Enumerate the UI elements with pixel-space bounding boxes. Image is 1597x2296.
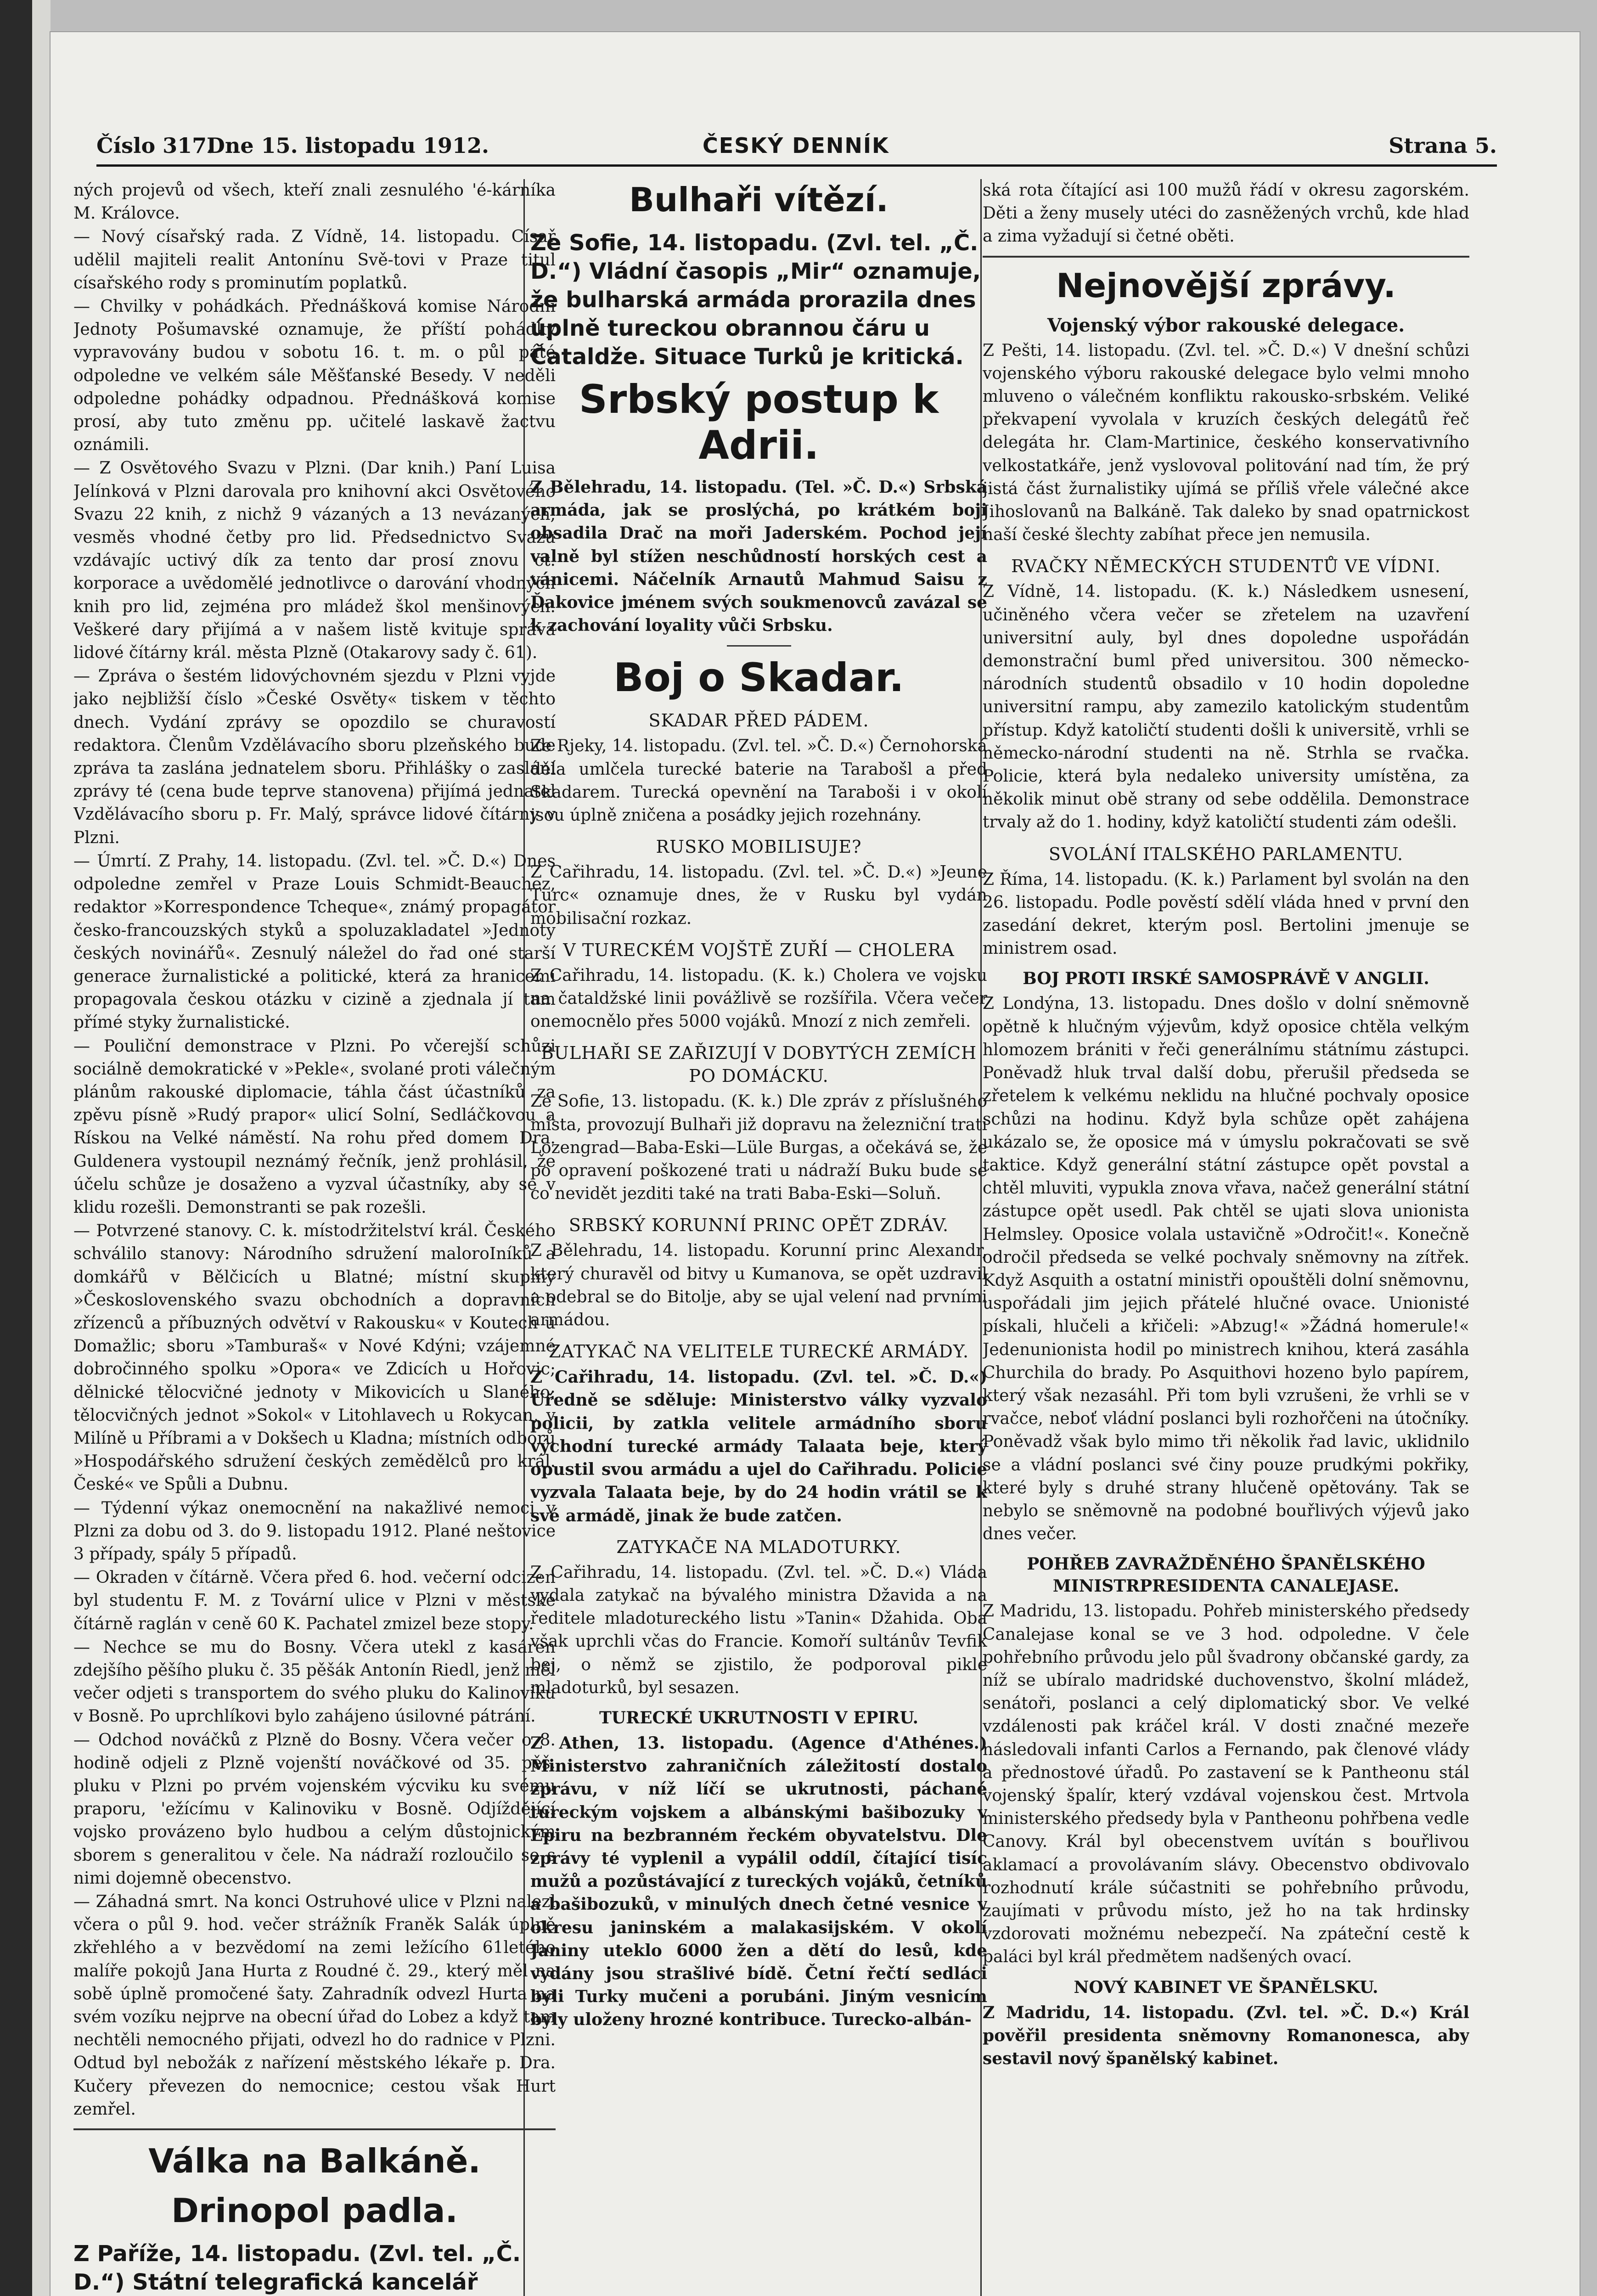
section-heading: Nejnovější zprávy. — [1056, 266, 1396, 305]
page-number: Strana 5. — [1389, 133, 1497, 158]
headline: Srbský postup k Adrii. — [579, 377, 939, 468]
subheading: TURECKÉ UKRUTNOSTI V EPIRU. — [599, 1708, 919, 1728]
column-local-news — [73, 179, 556, 2296]
divider — [727, 645, 791, 647]
section-heading: Válka na Balkáně. — [148, 2142, 481, 2181]
newspaper-title: ČESKÝ DENNÍK — [703, 133, 889, 158]
subheading: RUSKO MOBILISUJE? — [656, 837, 862, 857]
scan-edge-dark — [0, 0, 32, 2296]
subheading: SVOLÁNÍ ITALSKÉHO PARLAMENTU. — [1048, 844, 1404, 864]
article-text: — Úmrtí. Z Prahy, 14. listopadu. (Zvl. tel. »Č. D.«) Dnes odpoledne zemřel v Praze Louis Schmidt-Beauchez, redaktor »Korrespondence Tcheque«, známý propagátor česko-francouzských styků a spoluzakladatel »Jednoty českých novinářů«. Zesnulý náležel do řad oné starší generace žurnalistické a politické, která za hranicemi propagovala českou otázku v cizině a zjednala jí tam přímé styky žurnalistické. — [73, 851, 556, 1032]
article-text: ných projevů od všech, kteří znali zesnulého 'é-kárníka M. Královce. — [73, 181, 556, 223]
article-text: — Nový císařský rada. Z Vídně, 14. listopadu. Císař udělil majiteli realit Antonínu Svě-tovi v Praze titul císařského rody s prominutím poplatků. — [73, 227, 556, 293]
article-text: Ze Rjeky, 14. listopadu. (Zvl. tel. »Č. D.«) Černohorská děla umlčela turecké baterie na Tarabošl a před Skadarem. Turecká opevnění na Taraboši i v okolí jsou úplně zničena a posádky jejich rozehnány. — [530, 737, 987, 825]
adjacent-page-strip — [32, 0, 51, 2296]
article-text: Z Bělehradu, 14. listopadu. (Tel. »Č. D.«) Srbská armáda, jak se proslýchá, po krátkém boji obsadila Drač na moři Jaderském. Pochod její valně byl stížen neschůdností horských cest a vánicemi. Náčelník Arnautů Mahmud Saisu z Ďakovice jménem svých soukmenovců zavázal se k zachování loyality vůči Srbsku. — [530, 478, 987, 636]
column-war-news — [530, 179, 987, 2296]
column-latest-news — [983, 179, 1469, 2291]
article-text: Z Bělehradu, 14. listopadu. Korunní princ Alexandr, který churavěl od bitvy u Kumanova, se opět uzdravil a odebral se do Bitolje, aby se ujal velení nad prvními armádou. — [530, 1241, 987, 1330]
article-text: — Okraden v čítárně. Včera před 6. hod. večerní odcizen byl studentu F. M. z Tovární ulice v Plzni v městské čítárně raglán v ceně 60 K. Pachatel zmizel beze stopy. — [73, 1568, 556, 1633]
article-text: Ze Sofie, 13. listopadu. (K. k.) Dle zpráv z příslušného místa, provozují Bulhaři již dopravu na železniční trati Lozengrad—Baba-Eski—Lüle Burgas, a očekává se, že po opravení poškozené trati u nádraží Buku bude se co nevidět jezditi také na trati Baba-Eski—Soluň. — [530, 1092, 987, 1204]
section-rule — [73, 2128, 556, 2130]
article-text: — Potvrzené stanovy. C. k. místodržitelství král. Českého schválilo stanovy: Národního sdružení maloroIníků a domkářů v Bělčicích u Blatné; místní skupiny »Československého svazu obchodních a dopravních zřízenců a příbuzných odvětví v Rakousku« v Koutech u Domažlic; sboru »Tamburaš« v Nové Kdýni; vzájemné dobročinného spolku »Opora« ve Zdicích u Hořovic; dělnické tělocvičné jednoty v Mikovicích u Slaného; tělocvičných jednot »Sokol« v Litohlavech u Rokycan, v Milíně u Příbrami a v Dokšech u Kladna; místních odborů »Hospodářského sdružení českých zemědělců pro král. České« ve Spůli a Dubnu. — [73, 1221, 556, 1494]
article-text: ská rota čítající asi 100 mužů řádí v okresu zagorském. Děti a ženy musely utéci do zasněžených vrchů, kde hlad a zima vyžadují si četné oběti. — [983, 181, 1469, 246]
headline: Bulhaři vítězí. — [629, 180, 888, 219]
article-text: Z Cařihradu, 14. listopadu. (Zvl. tel. »Č. D.«) Vláda vydala zatykač na bývalého ministra Džavida a na ředitele mladotureckého listu »Tanin« Džahida. Oba však uprchli včas do Francie. Komoří sultánův Tevfik bej, o němž se zjistilo, že podporoval pikle mladoturků, byl sesazen. — [530, 1563, 987, 1697]
issue-number: Číslo 317. — [96, 133, 214, 158]
article-text: Z Pešti, 14. listopadu. (Zvl. tel. »Č. D.«) V dnešní schůzi vojenského výboru rakouské delegace bylo velmi mnoho mluveno o válečném konfliktu rakousko-srbském. Veliké překvapení vyvolala v kruzích českých delegátů řeč delegáta hr. Clam-Martinice, českého konservativního velkostatkáře, jenž vyslovoval politování nad tím, že prý jistá část žurnalistiky ujímá se příliš vřele válečné akce Jihoslovanů na Balkáně. Tak daleko by snad opatrnickost naší české šlechty zabíhat přece jen nemusila. — [983, 341, 1469, 545]
article-text: — Odchod nováčků z Plzně do Bosny. Včera večer o 8. hodině odjeli z Plzně vojenští nováčkové od 35. pěš. pluku v Plzni po prvém vojenském výcviku ku svému praporu, 'ežícímu v Kalinoviku v Bosně. Odjíždějící vojsko provázeno bylo hudbou a celým důstojnickým sborem s generalitou v čele. Na nádraží rozloučilo se s nimi dojemně obecenstvo. — [73, 1730, 556, 1888]
article-text: Z Vídně, 14. listopadu. (K. k.) Následkem usnesení, učiněného včera večer se zřetelem na uzavření universitní auly, byl dnes dopoledne uspořádán demonstrační buml před universitou. 300 německo-národních studentů obsadilo v 10 hodin dopoledne universitní rampu, aby zamezilo katolickým studentům přístup. Když katoličtí studenti došli k universitě, vrhli se německo-národní studenti na ně. Strhla se rvačka. Policie, která byla nedaleko university umístěna, za několik minut obě strany od sebe oddělila. Demonstrace trvaly až do 1. hodiny, když katoličtí studenti zám odešli. — [983, 582, 1469, 832]
article-text: — Týdenní výkaz onemocnění na nakažlivé nemoci v Plzni za dobu od 3. do 9. listopadu 1912. Plané neštovice 3 případy, spály 5 případů. — [73, 1498, 556, 1564]
lead-text: Ze Sofie, 14. listopadu. (Zvl. tel. „Č. D.“) Vládní časopis „Mir“ oznamuje, že bulharská armáda prorazila dnes úplně tureckou obrannou čáru u Čataldže. Situace Turků je kritická. — [530, 230, 981, 370]
article-text: — Chvilky v pohádkách. Přednášková komise Národní Jednoty Pošumavské oznamuje, že příští pohádky vypravovány budou v sobotu 16. t. m. o půl páté odpoledne ve velkém sále Měšťanské Besedy. V neděli odpoledne pohádky odpadnou. Přednášková komise prosí, aby tuto změnu pp. učitelé laskavě žactvu oznámili. — [73, 297, 556, 455]
article-text: Z Cařihradu, 14. listopadu. (K. k.) Cholera ve vojsku na čataldžské linii povážlivě se rozšířila. Včera večer onemocnělo přes 5000 vojáků. Mnozí z nich zemřeli. — [530, 966, 987, 1031]
article-text: Z Cařihradu, 14. listopadu. (Zvl. tel. »Č. D.«) Úředně se sděluje: Ministerstvo války vyzvalo policii, by zatkla velitele armádního sboru východní turecké armády Talaata beje, který opustil svou armádu a ujel do Cařihradu. Policie vyzvala Talaata beje, by do 24 hodin vrátil se k své armádě, jinak že bude zatčen. — [530, 1367, 987, 1525]
subheading: BOJ PROTI IRSKÉ SAMOSPRÁVĚ V ANGLII. — [1023, 969, 1429, 989]
article-text: Z Madridu, 14. listopadu. (Zvl. tel. »Č. D.«) Král pověřil presidenta sněmovny Romanonesca, aby sestavil nový španělský kabinet. — [983, 2003, 1469, 2069]
article-text: Z Athen, 13. listopadu. (Agence d'Athénes.) Ministerstvo zahraničních záležitostí dostalo zprávu, v níž líčí se ukrutnosti, páchané tureckým vojskem a albánskými bašibozuky v Epiru na bezbranném řeckém obyvatelstvu. Dle zprávy té vyplenil a vypálil oddíl, čítající tisíc mužů a pozůstávající z tureckých vojáků, četníků a bašibozuků, v minulých dnech četné vesnice v okresu janinském a malakasijském. V okolí Janiny uteklo 6000 žen a dětí do lesů, kde vydány jsou strašlivé bídě. Četní řečtí sedláci byli Turky mučeni a porubáni. Jiným vesnicím byly uloženy hrozné kontribuce. Turecko-albán- — [530, 1733, 987, 2030]
lead-text: Z Paříže, 14. listopadu. (Zvl. tel. „Č. D.“) Státní telegrafická kancelář — [73, 2241, 521, 2296]
headline: Drinopol padla. — [171, 2191, 458, 2230]
subheading: SRBSKÝ KORUNNÍ PRINC OPĚT ZDRÁV. — [568, 1215, 949, 1236]
subheading: RVAČKY NĚMECKÝCH STUDENTŮ VE VÍDNI. — [1011, 556, 1441, 577]
subheading: POHŘEB ZAVRAŽDĚNÉHO ŠPANĚLSKÉHO MINISTRPRESIDENTA CANALEJASE. — [1027, 1554, 1425, 1596]
subheading: BULHAŘI SE ZAŘIZUJÍ V DOBYTÝCH ZEMÍCH PO DOMÁCKU. — [540, 1043, 977, 1086]
issue-date: Dne 15. listopadu 1912. — [207, 133, 489, 158]
subheading: NOVÝ KABINET VE ŠPANĚLSKU. — [1074, 1977, 1378, 1997]
newspaper-page — [51, 32, 1580, 2296]
article-text: Z Londýna, 13. listopadu. Dnes došlo v dolní sněmovně opětně k hlučným výjevům, když oposice chtěla velkým hlomozem brániti v řeči generálnímu státnímu zástupci. Poněvadž hluk trval další dobu, přerušil předseda se zřetelem k velkému neklidu na hlučné pochvaly oposice schůzi na hodinu. Když byla schůze opět zahájena ukázalo se, že oposice má v úmyslu pokračovati se svě taktice. Když generální státní zástupce opět povstal a chtěl mluviti, vypukla znova vřava, načež generální státní zástupce opět usedl. Pak chtěl se ujati slova unionista Helmsley. Oposice volala ustavičně »Odročit!«. Konečně odročil předseda se velké pochvaly sněmovny na zítřek. Když Asquith a ostatní ministři opouštěli dolní sněmovnu, uspořádali jim jejich přátelé hlučné ovace. Unionisté pískali, hlučeli a křičeli: »Abzug!« »Žádná homerule!« Jedenunionista hodil po ministrech knihou, která zasáhla Churchila do brady. Po Asquithovi hozeno bylo papírem, který však nezasáhl. Při tom byli vzrušeni, že vrhli se v rvačce, neboť vládní poslanci byli rozhořčeni na útočníky. Poněvadž však bylo mimo tři několik řad lavic, uklidnilo se a vládní poslanci své činy pouze prudkými pokřiky, které byly s druhé strany hlučeně opětovány. Tak se nebylo se sněmovně na podobné bouřlivých výjevů jako dnes večer. — [983, 994, 1469, 1544]
headline: Boj o Skadar. — [613, 655, 904, 701]
masthead-rule — [96, 164, 1497, 167]
article-text: — Nechce se mu do Bosny. Včera utekl z kasáren zdejšího pěšího pluku č. 35 pěšák Antonín Riedl, jenž měl večer odjeti s transportem do svého pluku do Kalinoviku v Bosně. Po uprchlíkovi bylo zahájeno úsilovné pátrání. — [73, 1638, 556, 1726]
article-text: Z Madridu, 13. listopadu. Pohřeb ministerského předsedy Canalejase konal se ve 3 hod. odpoledne. V čele pohřebního průvodu jelo půl švadrony občanské gardy, za níž se ubíralo madridské duchovenstvo, školní mládež, senátoři, poslanci a celý diplomatický sbor. Ve velké vzdálenosti pak kráčel král. V dosti značné mezeře následovali infanti Carlos a Fernando, pak členové vlády a přednostové úřadů. Po zastavení se k Pantheonu stál vojenský špalír, který vzdával vojenskou čest. Mrtvola ministerského předsedy byla v Pantheonu pohřbena vedle Canovy. Král byl obecenstvem uvítán s bouřlivou aklamací a provolávaním slávy. Obecenstvo obdivovalo rozhodnutí krále súčastniti se pohřebního průvodu, zaujímati v průvodu místo, jež ho na tak hrdinsky vzdorovati možnému nebezpečí. Na zpáteční cestě k paláci byl král předmětem nadšených ovací. — [983, 1602, 1469, 1967]
article-text: — Pouliční demonstrace v Plzni. Po včerejší schůzi sociálně demokratické v »Pekle«, svolané proti válečným plánům rakouské diplomacie, táhla část účastníků za zpěvu písně »Rudý prapor« ulicí Solní, Sedláčkovou a Rískou na Velké náměstí. Na rohu před domem Dra. Guldenera vystoupil neznámý řečník, jenž prohlásil, že účelu schůze je dosaženo a vyzval účastníky, aby se v klidu rozešli. Demonstranti se pak rozešli. — [73, 1036, 556, 1217]
subheading: ZATYKAČE NA MLADOTURKY. — [616, 1536, 901, 1557]
article-text: Z Cařihradu, 14. listopadu. (Zvl. tel. »Č. D.«) »Jeune Turc« oznamuje dnes, že v Rusku byl vydán mobilisační rozkaz. — [530, 863, 987, 928]
article-text: — Z Osvětového Svazu v Plzni. (Dar knih.) Paní Luisa Jelínková v Plzni darovala pro knihovní akci Osvětového Svazu 22 knih, z nichž 9 vázaných a 13 nevázaných, vesměs vhodné četby pro lid. Předsednictvo Svazu vzdávajíc uctivý dík za tento dar prosí znovu ct. korporace a uvědomělé jednotlivce o darování vhodných knih pro lid, zejména pro mládež škol menšinových. Veškeré dary přijímá a v našem listě kvituje správa lidové čítárny král. města Plzně (Otakarovy sady č. 61). — [73, 459, 556, 663]
subheading: Vojenský výbor rakouské delegace. — [1047, 314, 1405, 336]
article-text: — Zpráva o šestém lidovýchovném sjezdu v Plzni vyjde jako nejbližší číslo »České Osvěty« tiskem v těchto dnech. Vydání zprávy se opozdilo se churavostí redaktora. Členům Vzdělávacího sboru plzeňského bude zpráva ta zaslána jednatelem sboru. Přihlášky o zaslání zprávy té (cena bude teprve stanovena) přijímá jednatel Vzdělávacího sboru p. Fr. Malý, správce lidové čítárny v Plzni. — [73, 667, 556, 847]
article-text: — Záhadná smrt. Na konci Ostruhové ulice v Plzni nalezl včera o půl 9. hod. večer strážník Franěk Salák úplně zkřehlého a v bezvědomí na zemi ležícího 61letého malíře pokojů Jana Hurta z Roudné č. 29., který měl na sobě úplně promočené šaty. Zahradník odvezl Hurta na svém vozíku nejprve na obecní úřad do Lobez a když tam nechtěli nemocného přijati, odvezl ho do radnice v Plzni. Odtud byl nebožák z nařízení městského lékaře p. Dra. Kučery převezen do nemocnice; cestou však Hurt zemřel. — [73, 1892, 556, 2119]
masthead — [96, 133, 1497, 184]
subheading: SKADAR PŘED PÁDEM. — [648, 710, 869, 731]
subheading: ZATYKAČ NA VELITELE TURECKÉ ARMÁDY. — [548, 1341, 969, 1362]
subheading: V TURECKÉM VOJŠTĚ ZUŘÍ — CHOLERA — [563, 940, 955, 960]
article-text: Z Říma, 14. listopadu. (K. k.) Parlament byl svolán na den 26. listopadu. Podle pověstí sdělí vláda hned v první den zasedání dekret, kterým posl. Bertolini jmenuje se ministrem osad. — [983, 870, 1469, 958]
section-rule — [983, 256, 1469, 258]
